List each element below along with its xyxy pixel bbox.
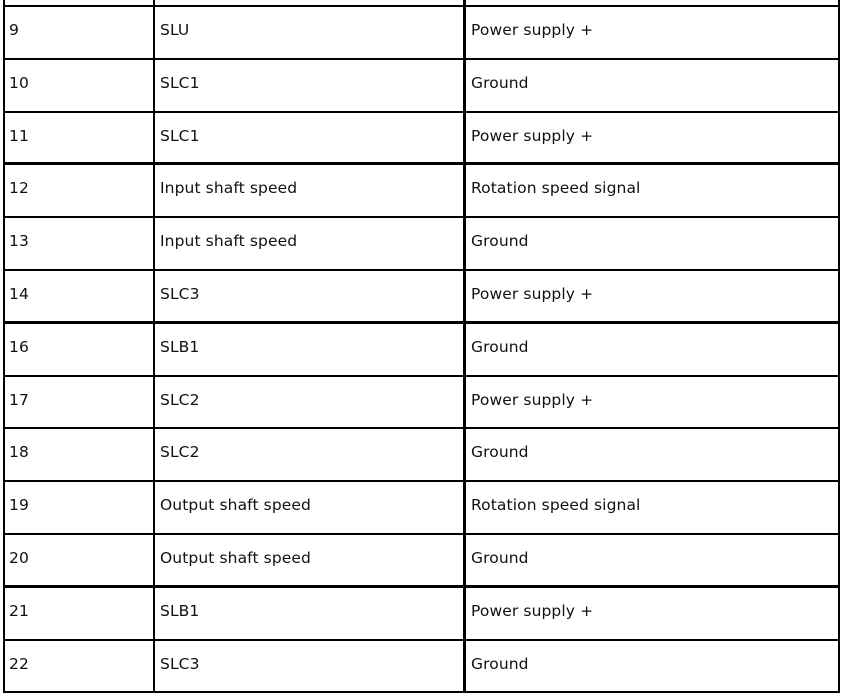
table-row: [5, 588, 838, 641]
table-row: [5, 641, 838, 694]
component-cell: SLC1: [155, 113, 466, 163]
component-cell: SLU: [155, 7, 466, 58]
pin-assignment-table: [3, 0, 840, 693]
table-row: [5, 113, 838, 166]
component-cell: SLB1: [155, 588, 466, 639]
function-cell: Power supply +: [471, 126, 594, 145]
component-cell: Output shaft speed: [155, 482, 466, 533]
pin-number-cell: 17: [5, 377, 155, 428]
pin-number-cell: 11: [5, 113, 155, 163]
pin-number-cell: 9: [5, 7, 155, 58]
function-cell: Power supply +: [471, 284, 594, 303]
function-cell: Power supply +: [471, 390, 594, 409]
table-row: [5, 377, 838, 430]
component-cell: Input shaft speed: [155, 218, 466, 269]
component-cell: SLC2: [155, 377, 466, 428]
pin-number-cell: 21: [5, 588, 155, 639]
pin-number-cell: 14: [5, 271, 155, 321]
component-cell: SLB1: [155, 324, 466, 375]
pin-number-cell: 18: [5, 429, 155, 480]
pin-number-cell: 16: [5, 324, 155, 375]
function-cell: Ground: [471, 337, 529, 356]
pin-number-cell: 13: [5, 218, 155, 269]
function-cell: Power supply +: [471, 21, 594, 39]
component-cell: Output shaft speed: [155, 535, 466, 585]
function-cell: Power supply +: [471, 601, 594, 620]
table-row: [5, 7, 838, 60]
table-row: [5, 324, 838, 377]
table-row: [5, 165, 838, 218]
component-cell: SLC2: [155, 429, 466, 480]
table-row: [5, 218, 838, 271]
pin-number-cell: 19: [5, 482, 155, 533]
function-cell: Ground: [471, 443, 529, 462]
component-cell: Input shaft speed: [155, 165, 466, 216]
table-row: [5, 482, 838, 535]
table-row: [5, 271, 838, 324]
table-row: [5, 60, 838, 113]
component-cell: SLC3: [155, 271, 466, 321]
pin-number-cell: 10: [5, 60, 155, 111]
function-cell: Ground: [471, 548, 529, 567]
function-cell: Rotation speed signal: [471, 179, 641, 198]
function-cell: Ground: [471, 654, 529, 673]
table-row: [5, 535, 838, 588]
component-cell: SLC1: [155, 60, 466, 111]
pin-number-cell: 22: [5, 641, 155, 692]
component-cell: SLC3: [155, 641, 466, 692]
table-row: [5, 429, 838, 482]
function-cell: Ground: [471, 73, 529, 92]
pin-number-cell: 12: [5, 165, 155, 216]
table-row-previous-stub: [5, 0, 838, 7]
function-cell: Rotation speed signal: [471, 496, 641, 515]
function-cell: Ground: [471, 232, 529, 251]
pin-number-cell: 20: [5, 535, 155, 585]
